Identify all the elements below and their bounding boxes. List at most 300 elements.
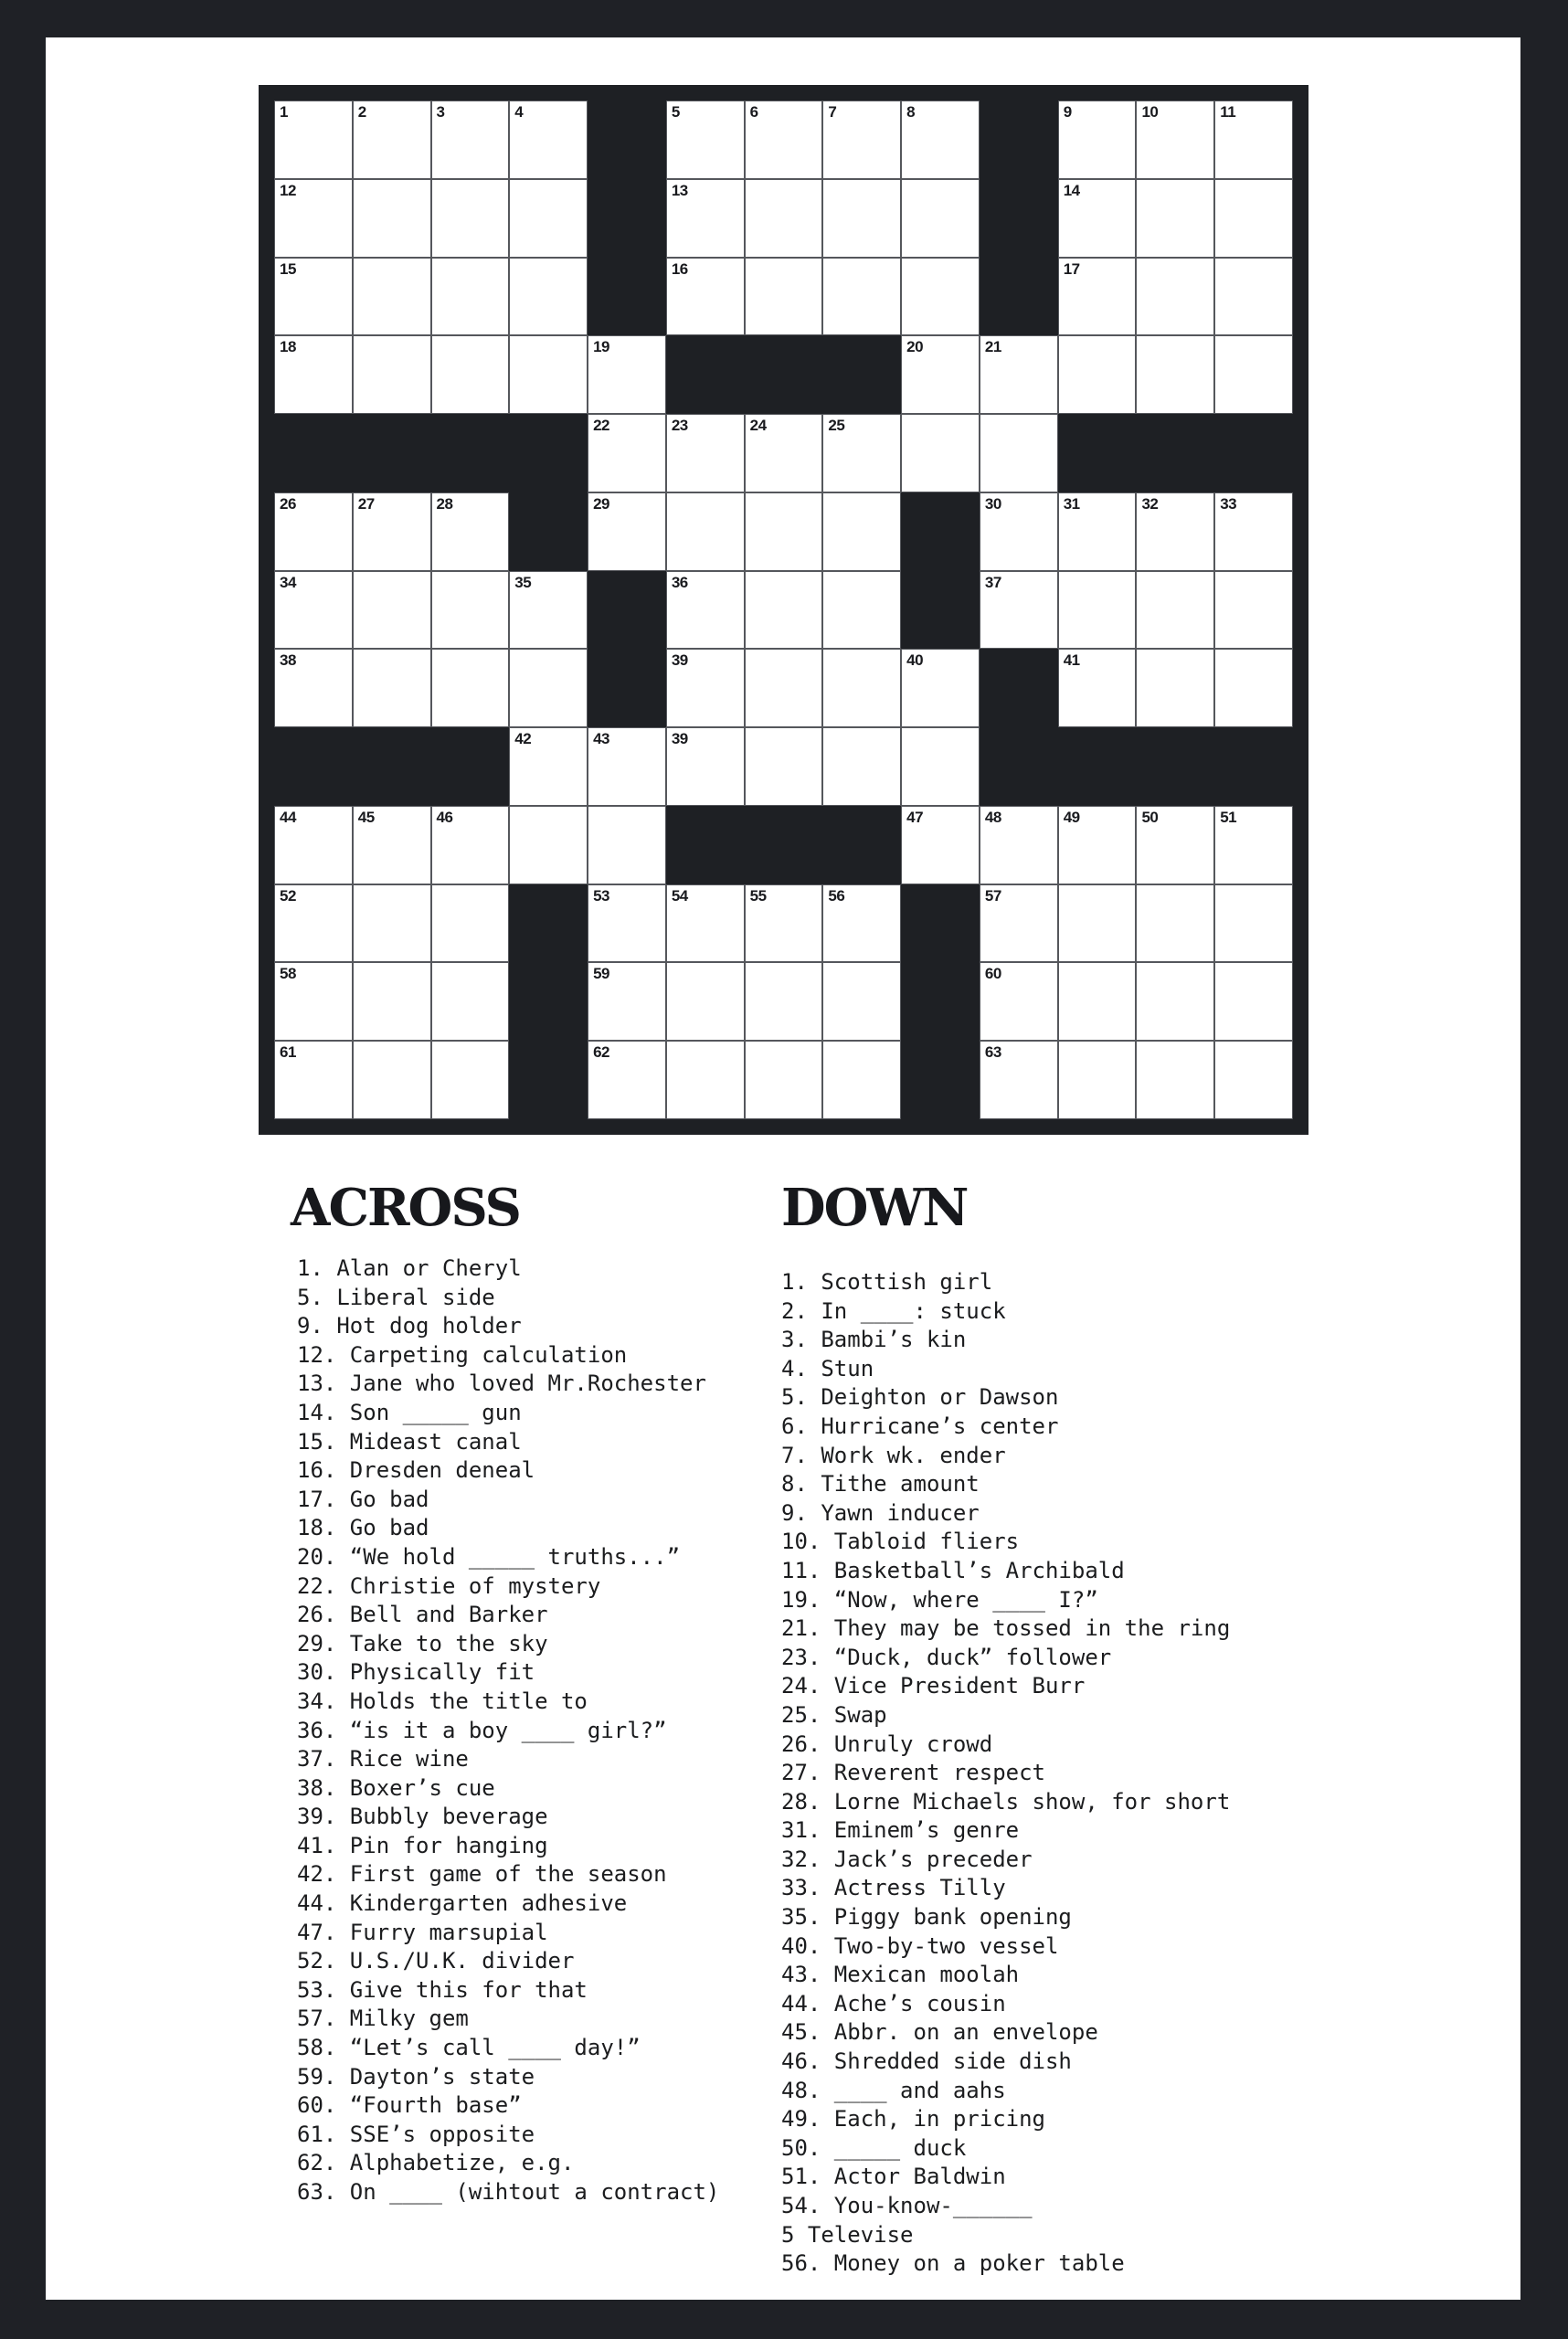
grid-cell-black (666, 335, 745, 414)
grid-cell[interactable] (1136, 179, 1214, 258)
cell-number: 15 (280, 259, 296, 278)
cell-number: 16 (671, 259, 688, 278)
grid-cell[interactable] (353, 258, 431, 336)
clue-item: 56. Money on a poker table (781, 2250, 1125, 2277)
grid-cell[interactable] (1214, 492, 1293, 571)
cell-number: 3 (436, 103, 445, 121)
grid-cell[interactable] (1136, 492, 1214, 571)
cell-number: 43 (593, 730, 609, 748)
grid-cell[interactable] (1136, 335, 1214, 414)
cell-number: 36 (671, 573, 688, 591)
cell-number: 44 (280, 808, 296, 826)
clue-item: 19. “Now, where ____ I?” (781, 1586, 1098, 1613)
grid-cell[interactable] (822, 414, 901, 492)
clue-item: 23. “Duck, duck” follower (781, 1644, 1112, 1670)
clue-item: 38. Boxer’s cue (297, 1774, 495, 1801)
grid-cell-black (745, 806, 823, 884)
cell-number: 49 (1063, 808, 1080, 826)
grid-cell[interactable] (1214, 1041, 1293, 1119)
grid-cell[interactable] (1058, 1041, 1137, 1119)
grid-cell[interactable] (353, 806, 431, 884)
clue-item: 34. Holds the title to (297, 1688, 588, 1714)
clue-item: 33. Actress Tilly (781, 1875, 1006, 1901)
grid-cell[interactable] (980, 962, 1058, 1041)
cell-number: 42 (514, 730, 532, 748)
grid-cell[interactable] (666, 101, 745, 179)
grid-cell-black (509, 492, 588, 571)
cell-number: 18 (280, 338, 296, 356)
cell-number: 25 (828, 417, 845, 435)
grid-cell-black (901, 884, 980, 963)
clue-item: 1. Alan or Cheryl (297, 1255, 522, 1281)
grid-cell[interactable] (431, 571, 510, 650)
clue-item: 44. Ache’s cousin (781, 1990, 1006, 2016)
clue-item: 41. Pin for hanging (297, 1832, 548, 1858)
cell-number: 60 (984, 965, 1001, 983)
grid-cell[interactable] (980, 806, 1058, 884)
grid-cell[interactable] (431, 101, 510, 179)
cell-number: 13 (671, 181, 688, 199)
clue-item: 40. Two-by-two vessel (781, 1932, 1059, 1959)
grid-cell[interactable] (588, 727, 666, 806)
crossword-grid (259, 85, 1308, 1135)
grid-cell[interactable] (1058, 962, 1137, 1041)
grid-cell[interactable] (353, 571, 431, 650)
grid-cell[interactable] (1214, 884, 1293, 963)
clue-item: 4. Stun (781, 1355, 874, 1381)
clue-item: 37. Rice wine (297, 1746, 469, 1773)
grid-cell[interactable] (822, 1041, 901, 1119)
cell-number: 54 (671, 886, 688, 905)
cell-number: 21 (984, 338, 1001, 356)
grid-cell-black (1214, 414, 1293, 492)
cell-number: 7 (828, 103, 837, 121)
grid-cell[interactable] (1214, 571, 1293, 650)
grid-cell[interactable] (980, 492, 1058, 571)
grid-cell[interactable] (745, 884, 823, 963)
grid-cell[interactable] (822, 571, 901, 650)
down-clue-list (781, 1268, 1230, 2279)
grid-cell-black (1214, 727, 1293, 806)
grid-cell-black (901, 492, 980, 571)
clue-item: 5 Televise (781, 2221, 914, 2248)
clue-item: 43. Mexican moolah (781, 1962, 1020, 1988)
grid-cell-black (980, 101, 1058, 179)
cell-number: 20 (906, 338, 924, 356)
grid-cell[interactable] (1214, 649, 1293, 727)
grid-cell[interactable] (745, 414, 823, 492)
cell-number: 62 (593, 1043, 609, 1062)
grid-cell[interactable] (274, 962, 353, 1041)
cell-number: 40 (906, 651, 924, 670)
cell-number: 28 (436, 494, 453, 513)
grid-cell[interactable] (588, 806, 666, 884)
cell-number: 52 (280, 886, 296, 905)
cell-number: 22 (593, 417, 609, 435)
cell-number: 1 (280, 103, 288, 121)
grid-cell[interactable] (1214, 101, 1293, 179)
clue-item: 54. You-know-______ (781, 2193, 1033, 2218)
grid-cell[interactable] (666, 649, 745, 727)
grid-cell-black (431, 727, 510, 806)
grid-cell[interactable] (274, 101, 353, 179)
clue-item: 46. Shredded side dish (781, 2048, 1072, 2075)
cell-number: 17 (1063, 259, 1080, 278)
cell-number: 47 (906, 808, 924, 826)
grid-cell-black (274, 414, 353, 492)
grid-cell[interactable] (980, 414, 1058, 492)
grid-cell[interactable] (745, 101, 823, 179)
cell-number: 23 (671, 417, 688, 435)
grid-cell[interactable] (745, 727, 823, 806)
grid-cell-black (980, 179, 1058, 258)
cell-number: 46 (436, 808, 453, 826)
clue-item: 20. “We hold _____ truths...” (297, 1543, 681, 1570)
clue-item: 50. _____ duck (781, 2134, 967, 2161)
cell-number: 59 (593, 965, 609, 983)
clue-item: 62. Alphabetize, e.g. (297, 2150, 575, 2176)
clue-item: 27. Reverent respect (781, 1760, 1045, 1786)
cell-number: 56 (828, 886, 845, 905)
grid-cell[interactable] (509, 179, 588, 258)
clue-item: 14. Son _____ gun (297, 1399, 522, 1425)
cell-number: 55 (749, 886, 767, 905)
clue-item: 15. Mideast canal (297, 1428, 522, 1455)
grid-cell[interactable] (901, 649, 980, 727)
clue-item: 6. Hurricane’s center (781, 1413, 1059, 1439)
grid-cell-black (822, 806, 901, 884)
grid-cell[interactable] (745, 179, 823, 258)
clue-item: 49. Each, in pricing (781, 2106, 1045, 2133)
grid-cell[interactable] (353, 179, 431, 258)
grid-cell[interactable] (431, 806, 510, 884)
cell-number: 34 (280, 573, 296, 591)
grid-cell[interactable] (901, 179, 980, 258)
grid-cell[interactable] (1214, 806, 1293, 884)
clue-item: 51. Actor Baldwin (781, 2164, 1006, 2190)
grid-cell[interactable] (274, 335, 353, 414)
grid-cell[interactable] (822, 179, 901, 258)
cell-number: 51 (1220, 808, 1237, 826)
clue-item: 13. Jane who loved Mr.Rochester (297, 1371, 706, 1397)
grid-cell-black (274, 727, 353, 806)
grid-cell[interactable] (509, 727, 588, 806)
clue-item: 60. “Fourth base” (297, 2092, 522, 2119)
grid-cell-black (745, 335, 823, 414)
grid-cell[interactable] (588, 884, 666, 963)
grid-cell[interactable] (588, 335, 666, 414)
grid-cell[interactable] (353, 1041, 431, 1119)
grid-cell[interactable] (745, 492, 823, 571)
grid-cell[interactable] (431, 258, 510, 336)
grid-cell[interactable] (1136, 884, 1214, 963)
grid-cell[interactable] (666, 492, 745, 571)
across-clue-list (297, 1254, 719, 2207)
clue-item: 52. U.S./U.K. divider (297, 1948, 575, 1974)
clue-item: 17. Go bad (297, 1486, 429, 1512)
cell-number: 30 (984, 494, 1001, 513)
grid-cell[interactable] (666, 179, 745, 258)
grid-cell-black (509, 884, 588, 963)
clue-item: 61. SSE’s opposite (297, 2121, 535, 2147)
cell-number: 12 (280, 181, 296, 199)
grid-cell[interactable] (431, 179, 510, 258)
grid-cell[interactable] (901, 335, 980, 414)
clue-item: 9. Yawn inducer (781, 1499, 980, 1526)
clue-item: 47. Furry marsupial (297, 1919, 548, 1945)
grid-cell[interactable] (588, 414, 666, 492)
grid-cell[interactable] (901, 101, 980, 179)
grid-cell[interactable] (745, 258, 823, 336)
cell-number: 4 (514, 103, 524, 121)
grid-cell[interactable] (1136, 649, 1214, 727)
grid-cell[interactable] (1136, 962, 1214, 1041)
grid-cell[interactable] (666, 414, 745, 492)
cell-number: 19 (593, 338, 609, 356)
grid-cell[interactable] (822, 884, 901, 963)
grid-cell[interactable] (1214, 179, 1293, 258)
grid-cell[interactable] (822, 492, 901, 571)
grid-cell-black (509, 1041, 588, 1119)
down-header: DOWN (781, 1178, 968, 1238)
grid-cell[interactable] (901, 806, 980, 884)
grid-cell[interactable] (509, 806, 588, 884)
grid-cell-black (1058, 414, 1137, 492)
grid-cell[interactable] (1214, 258, 1293, 336)
grid-cell[interactable] (509, 335, 588, 414)
clue-item: 5. Deighton or Dawson (781, 1384, 1059, 1411)
grid-cell[interactable] (901, 258, 980, 336)
grid-cell[interactable] (980, 884, 1058, 963)
grid-cell[interactable] (431, 884, 510, 963)
grid-cell-black (1058, 727, 1137, 806)
grid-cell[interactable] (1058, 179, 1137, 258)
grid-cell[interactable] (666, 727, 745, 806)
grid-cell[interactable] (1136, 101, 1214, 179)
clue-item: 24. Vice President Burr (781, 1673, 1086, 1699)
grid-cell[interactable] (822, 101, 901, 179)
grid-cell[interactable] (509, 101, 588, 179)
clue-item: 5. Liberal side (297, 1284, 495, 1310)
grid-cell[interactable] (1058, 335, 1137, 414)
grid-cell[interactable] (822, 649, 901, 727)
grid-cell[interactable] (353, 649, 431, 727)
grid-cell[interactable] (353, 884, 431, 963)
grid-cell[interactable] (1214, 335, 1293, 414)
cell-number: 50 (1141, 808, 1159, 826)
grid-cell[interactable] (1058, 258, 1137, 336)
cell-number: 57 (984, 886, 1001, 905)
cell-number: 10 (1141, 103, 1159, 121)
grid-cell-black (822, 335, 901, 414)
grid-cell[interactable] (980, 571, 1058, 650)
clue-item: 48. ____ and aahs (781, 2077, 1006, 2103)
cell-number: 29 (593, 494, 609, 513)
clue-item: 58. “Let’s call ____ day!” (297, 2035, 641, 2061)
grid-cell[interactable] (1136, 806, 1214, 884)
cell-number: 35 (514, 573, 532, 591)
grid-cell[interactable] (1058, 884, 1137, 963)
grid-cell[interactable] (509, 649, 588, 727)
grid-cell[interactable] (509, 571, 588, 650)
grid-cell[interactable] (745, 962, 823, 1041)
grid-cell[interactable] (980, 1041, 1058, 1119)
clue-item: 8. Tithe amount (781, 1471, 980, 1498)
cell-number: 39 (671, 730, 688, 748)
grid-cell[interactable] (1058, 101, 1137, 179)
grid-cell[interactable] (666, 571, 745, 650)
clue-item: 1. Scottish girl (781, 1269, 993, 1295)
grid-cell-black (588, 101, 666, 179)
clue-item: 9. Hot dog holder (297, 1313, 522, 1339)
cell-number: 37 (984, 573, 1001, 591)
clue-item: 28. Lorne Michaels show, for short (781, 1788, 1231, 1815)
grid-cell-black (588, 571, 666, 650)
clue-item: 26. Unruly crowd (781, 1730, 993, 1757)
clue-item: 57. Milky gem (297, 2006, 469, 2032)
grid-cell[interactable] (1136, 571, 1214, 650)
grid-cell[interactable] (509, 258, 588, 336)
grid-cell[interactable] (431, 649, 510, 727)
grid-cell[interactable] (822, 258, 901, 336)
grid-cell[interactable] (353, 101, 431, 179)
grid-cell[interactable] (274, 571, 353, 650)
grid-cell-black (588, 179, 666, 258)
grid-cell[interactable] (1058, 571, 1137, 650)
grid-cell[interactable] (901, 414, 980, 492)
cell-number: 27 (357, 494, 375, 513)
grid-cell[interactable] (431, 335, 510, 414)
clue-item: 31. Eminem’s genre (781, 1817, 1020, 1844)
cell-number: 45 (357, 808, 375, 826)
grid-cell[interactable] (1136, 258, 1214, 336)
grid-cell[interactable] (745, 649, 823, 727)
grid-cell[interactable] (274, 884, 353, 963)
clue-item: 10. Tabloid fliers (781, 1529, 1020, 1555)
grid-cell[interactable] (431, 492, 510, 571)
grid-cell[interactable] (431, 962, 510, 1041)
clue-item: 3. Bambi’s kin (781, 1327, 967, 1353)
cell-number: 2 (357, 103, 366, 121)
grid-cell[interactable] (666, 258, 745, 336)
clue-item: 11. Basketball’s Archibald (781, 1557, 1125, 1583)
grid-cell[interactable] (353, 962, 431, 1041)
grid-cell[interactable] (901, 727, 980, 806)
grid-cell[interactable] (588, 962, 666, 1041)
grid-cell-black (588, 649, 666, 727)
cell-number: 5 (671, 103, 680, 121)
grid-cell-black (901, 1041, 980, 1119)
grid-cell[interactable] (274, 492, 353, 571)
grid-cell[interactable] (1058, 492, 1137, 571)
grid-cell[interactable] (274, 179, 353, 258)
grid-cell-black (980, 649, 1058, 727)
grid-cell[interactable] (1058, 806, 1137, 884)
grid-cell-black (353, 727, 431, 806)
cell-number: 14 (1063, 181, 1080, 199)
grid-cell[interactable] (745, 1041, 823, 1119)
cell-number: 9 (1063, 103, 1072, 121)
grid-cell[interactable] (1058, 649, 1137, 727)
clue-item: 35. Piggy bank opening (781, 1904, 1072, 1931)
grid-cell[interactable] (666, 1041, 745, 1119)
grid-cell-black (431, 414, 510, 492)
grid-cell-black (1136, 414, 1214, 492)
grid-cell-black (666, 806, 745, 884)
grid-cell-black (509, 962, 588, 1041)
grid-cell-black (901, 962, 980, 1041)
grid-cell[interactable] (274, 806, 353, 884)
cell-number: 39 (671, 651, 688, 670)
grid-cell-black (509, 414, 588, 492)
clue-item: 45. Abbr. on an envelope (781, 2019, 1098, 2046)
cell-number: 32 (1141, 494, 1159, 513)
cell-number: 41 (1063, 651, 1080, 670)
clue-item: 22. Christie of mystery (297, 1572, 601, 1599)
cell-number: 33 (1220, 494, 1237, 513)
cell-number: 38 (280, 651, 296, 670)
grid-cell[interactable] (1136, 1041, 1214, 1119)
clue-item: 59. Dayton’s state (297, 2063, 535, 2090)
grid-cell[interactable] (353, 335, 431, 414)
cell-number: 53 (593, 886, 609, 905)
grid-cell-black (980, 258, 1058, 336)
clue-item: 12. Carpeting calculation (297, 1341, 628, 1368)
grid-cell-black (588, 258, 666, 336)
cell-number: 31 (1063, 494, 1080, 513)
grid-cell[interactable] (274, 1041, 353, 1119)
grid-cell[interactable] (588, 492, 666, 571)
clue-item: 39. Bubbly beverage (297, 1804, 548, 1830)
grid-cell[interactable] (745, 571, 823, 650)
cell-number: 61 (280, 1043, 296, 1062)
cell-number: 8 (906, 103, 916, 121)
grid-cell[interactable] (822, 962, 901, 1041)
grid-cell-black (1136, 727, 1214, 806)
cell-number: 24 (749, 417, 767, 435)
clue-item: 18. Go bad (297, 1515, 429, 1541)
grid-cell[interactable] (431, 1041, 510, 1119)
clue-item: 44. Kindergarten adhesive (297, 1890, 628, 1917)
grid-cell[interactable] (980, 335, 1058, 414)
grid-cell[interactable] (822, 727, 901, 806)
grid-cell[interactable] (588, 1041, 666, 1119)
clue-item: 42. First game of the season (297, 1861, 667, 1888)
clue-item: 16. Dresden deneal (297, 1457, 535, 1484)
clue-item: 21. They may be tossed in the ring (781, 1615, 1231, 1642)
grid-cell[interactable] (274, 258, 353, 336)
clue-item: 32. Jack’s preceder (781, 1846, 1033, 1872)
grid-cell[interactable] (353, 492, 431, 571)
grid-cell-black (980, 727, 1058, 806)
cell-number: 11 (1220, 103, 1236, 121)
clue-item: 53. Give this for that (297, 1976, 588, 2003)
grid-cell[interactable] (1214, 962, 1293, 1041)
clue-item: 30. Physically fit (297, 1659, 535, 1686)
cell-number: 48 (984, 808, 1001, 826)
cell-number: 63 (984, 1043, 1001, 1062)
across-header: ACROSS (291, 1178, 520, 1238)
grid-cell-black (353, 414, 431, 492)
clue-item: 36. “is it a boy ____ girl?” (297, 1717, 667, 1743)
cell-number: 58 (280, 965, 296, 983)
grid-cell[interactable] (666, 884, 745, 963)
clue-item: 2. In ____: stuck (781, 1297, 1006, 1324)
grid-cell-black (901, 571, 980, 650)
clue-item: 63. On ____ (wihtout a contract) (297, 2179, 720, 2205)
grid-cell[interactable] (666, 962, 745, 1041)
grid-cell[interactable] (274, 649, 353, 727)
